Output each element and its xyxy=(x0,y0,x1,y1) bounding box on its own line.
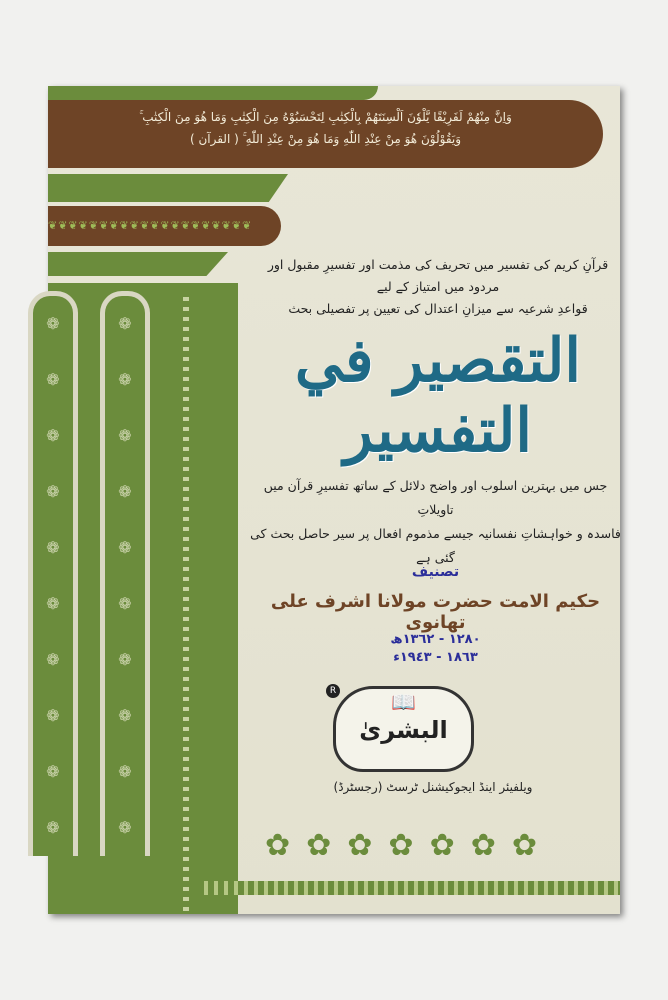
registered-mark: R xyxy=(326,684,340,698)
gregorian-dates: ١٨٦٣ - ١٩٤٣ء xyxy=(393,650,478,665)
verse-line-1: وَاِنَّ مِنْهُمْ لَفَرِيْقًا يَّلْوٗنَ اَلْسِنَتَهُمْ بِالْكِتٰبِ لِتَحْسَبُوْهُ مِنَ الْكِتٰبِ وَمَا هُوَ مِنَ الْكِتٰبِ ۚ xyxy=(139,110,512,124)
quran-verse-banner xyxy=(48,100,603,168)
pillar-column: ❁ ❁ ❁ ❁ ❁ ❁ ❁ ❁ ❁ ❁ xyxy=(100,291,150,856)
pillar-column: ❁ ❁ ❁ ❁ ❁ ❁ ❁ ❁ ❁ ❁ xyxy=(28,291,78,856)
logo-text: البشریٰ xyxy=(359,716,448,744)
description-line-1: جس میں بہترین اسلوب اور واضح دلائل کے ساتھ تفسیرِ قرآن میں تاویلاتِ xyxy=(263,478,608,517)
description xyxy=(248,474,623,570)
publisher-name: ویلفیئر اینڈ ایجوکیشنل ٹرسٹ (رجسٹرڈ) xyxy=(333,780,533,794)
leaf-ornament-band: ❦❦❦❦❦❦❦❦❦❦❦❦❦❦❦❦❦❦❦❦ xyxy=(48,206,281,246)
subtitle-line-2: قواعدِ شرعیہ سے میزانِ اعتدال کی تعیین پر تفصیلی بحث xyxy=(288,301,588,316)
floral-ornament-row: ✿✿✿✿✿✿✿ xyxy=(265,828,553,863)
author-name: حکیم الامت حضرت مولانا اشرف علی تھانوی xyxy=(270,591,601,633)
ornament-border xyxy=(198,881,620,895)
author-label: تصنیف xyxy=(411,564,460,580)
open-book-icon: 📖 xyxy=(391,690,416,714)
publisher-logo xyxy=(333,686,474,772)
description-line-2: فاسدہ و خواہشاتِ نفسانیہ جیسے مذموم افعال پر سیر حاصل بحث کی گئی ہے xyxy=(250,526,621,565)
verse-line-2: وَيَقُوْلُوْنَ هُوَ مِنْ عِنْدِ اللّٰهِ وَمَا هُوَ مِنْ عِنْدِ اللّٰهِ ۚ ( القرآن ) xyxy=(189,132,462,146)
author-dates xyxy=(248,631,623,667)
subtitle-line-1: قرآنِ کریم کی تفسیر میں تحریف کی مذمت اور تفسیرِ مقبول اور مردود میں امتیاز کے لیے xyxy=(267,257,609,294)
green-band xyxy=(48,174,288,202)
book-cover xyxy=(48,86,620,914)
green-band xyxy=(48,252,228,276)
vine-border xyxy=(183,291,189,914)
book-title: التقصير في التفسير xyxy=(294,326,582,466)
hijri-dates: ١٢٨٠ - ١٣٦٢ھ xyxy=(390,632,481,647)
top-green-band xyxy=(48,86,378,100)
subtitle xyxy=(258,254,618,320)
